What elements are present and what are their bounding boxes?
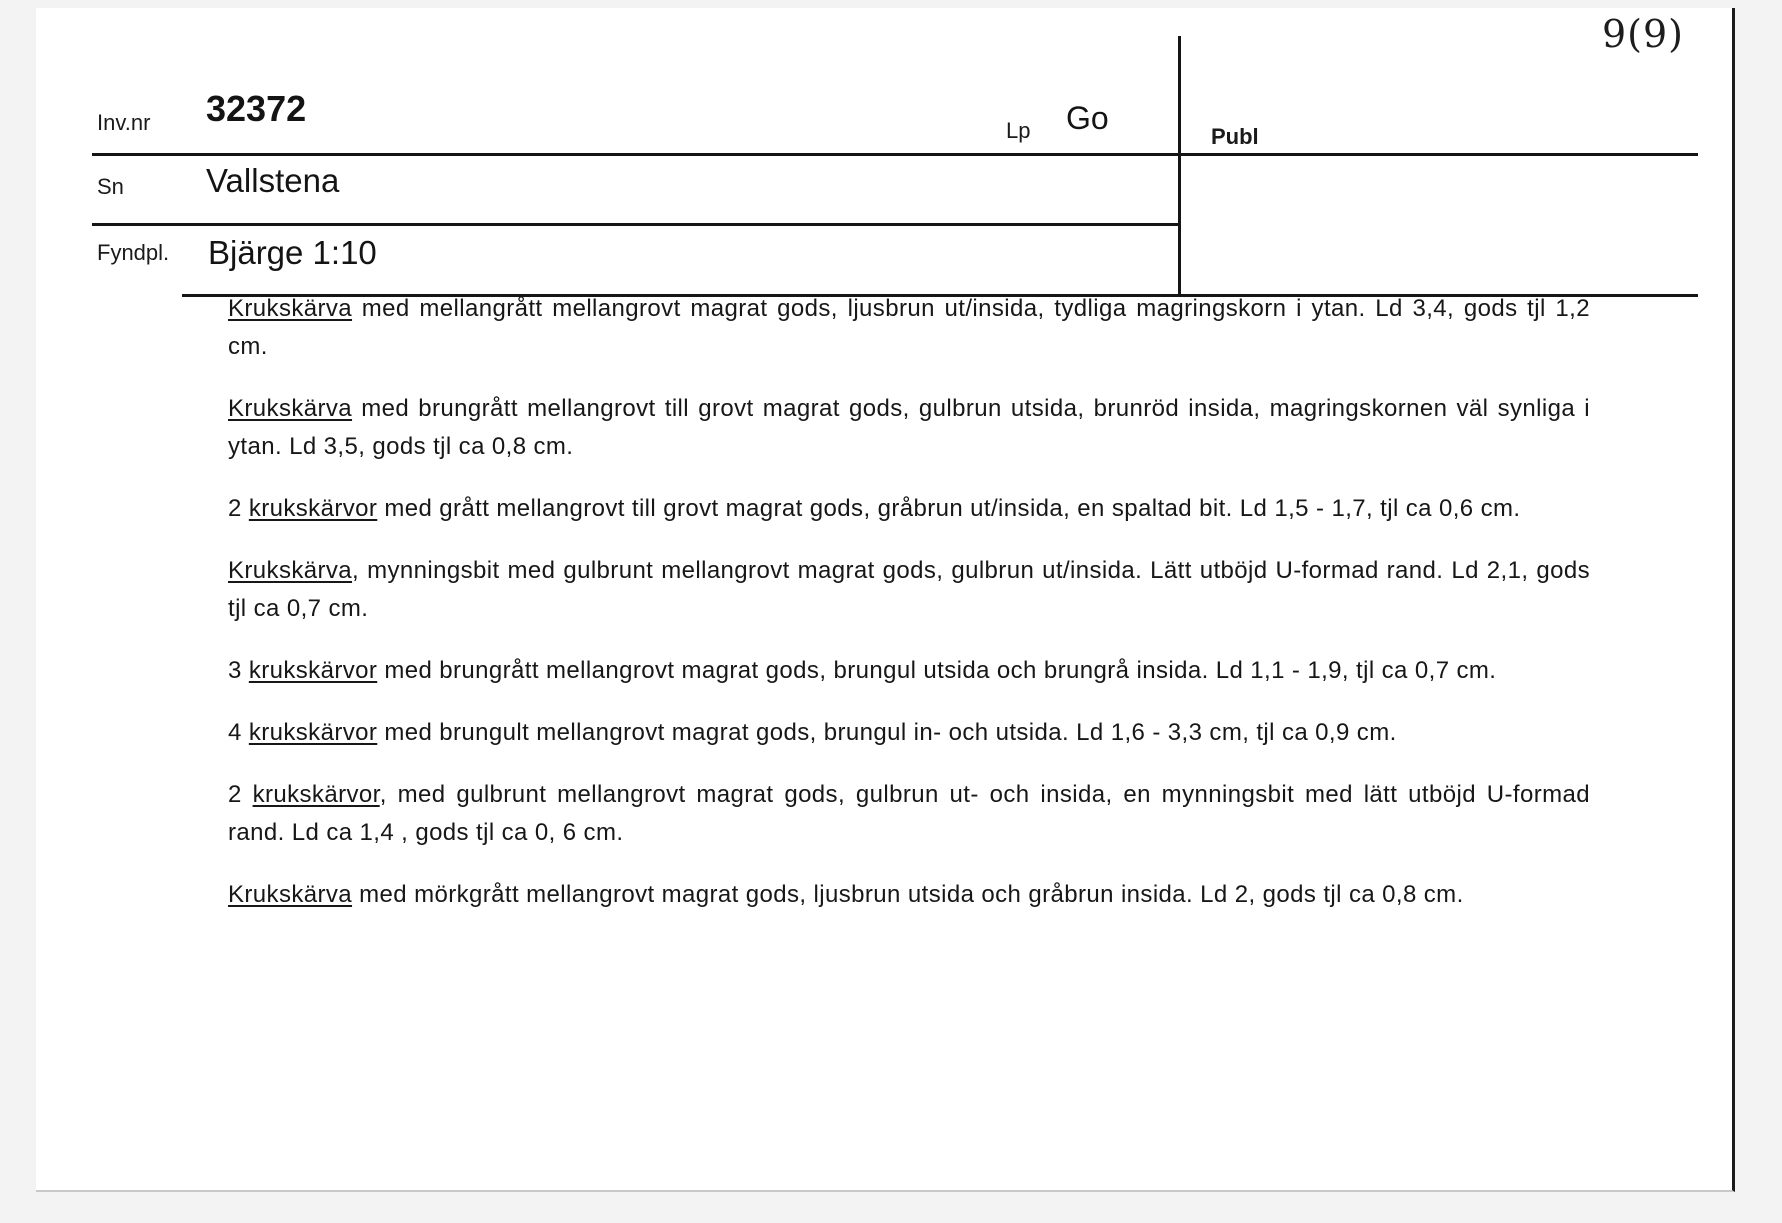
fyndpl-value: Bjärge 1:10: [208, 234, 377, 271]
fyndpl-label: Fyndpl.: [97, 240, 170, 265]
lp-value: Go: [1066, 100, 1109, 136]
entry-term: Krukskärva: [228, 557, 353, 584]
entry-6: [228, 714, 1590, 752]
entry-prefix: 4: [228, 719, 249, 746]
entry-prefix: 2: [228, 495, 249, 522]
entry-1: [228, 290, 1590, 366]
entry-text: , mynningsbit med gulbrunt mellangrovt magrat gods, gulbrun ut/insida. Lätt utböjd U-formad rand. Ld 2,1, gods tjl ca 0,7 cm.: [228, 557, 1590, 622]
page-number-handwritten: 9(9): [1602, 12, 1685, 56]
sn-label: Sn: [97, 174, 124, 199]
entry-text: med mörkgrått mellangrovt magrat gods, ljusbrun utsida och gråbrun insida. Ld 2, gods tjl ca 0,8 cm.: [352, 881, 1464, 908]
entry-7: [228, 776, 1590, 852]
entry-term: krukskärvor: [248, 495, 378, 522]
entry-4: [228, 552, 1590, 628]
entry-text: , med gulbrunt mellangrovt magrat gods, gulbrun ut- och insida, en mynningsbit med lätt utböjd U-formad rand. Ld ca 1,4 , gods tjl ca 0, 6 cm.: [228, 781, 1590, 846]
header-rule-1: [92, 153, 1698, 156]
entry-prefix: 2: [228, 781, 253, 808]
invnr-value: 32372: [206, 88, 307, 129]
entry-prefix: 3: [228, 657, 249, 684]
find-entries: [228, 290, 1590, 928]
entry-8: [228, 876, 1590, 914]
entry-term: Krukskärva: [228, 295, 353, 322]
publ-label: Publ: [1211, 124, 1259, 149]
entry-text: med brungult mellangrovt magrat gods, brungul in- och utsida. Ld 1,6 - 3,3 cm, tjl ca 0,9 cm.: [377, 719, 1397, 746]
entry-text: med mellangrått mellangrovt magrat gods, ljusbrun ut/insida, tydliga magringskorn i ytan. Ld 3,4, gods tjl 1,2 cm.: [228, 295, 1590, 360]
header-vertical-divider: [1178, 36, 1181, 296]
entry-2: [228, 390, 1590, 466]
entry-term: Krukskärva: [228, 395, 353, 422]
entry-5: [228, 652, 1590, 690]
entry-text: med grått mellangrovt till grovt magrat gods, gråbrun ut/insida, en spaltad bit. Ld 1,5 - 1,7, tjl ca 0,6 cm.: [377, 495, 1521, 522]
entry-term: krukskärvor: [248, 657, 378, 684]
entry-term: krukskärvor: [252, 781, 380, 808]
entry-term: krukskärvor: [248, 719, 378, 746]
sn-value: Vallstena: [206, 162, 340, 199]
entry-text: med brungrått mellangrovt magrat gods, brungul utsida och brungrå insida. Ld 1,1 - 1,9, tjl ca 0,7 cm.: [377, 657, 1497, 684]
lp-label: Lp: [1006, 118, 1031, 143]
invnr-label: Inv.nr: [97, 110, 151, 135]
header-rule-2: [92, 223, 1178, 226]
entry-term: Krukskärva: [228, 881, 353, 908]
entry-text: med brungrått mellangrovt till grovt magrat gods, gulbrun utsida, brunröd insida, magringskornen väl synliga i ytan. Ld 3,5, gods tjl ca 0,8 cm.: [228, 395, 1590, 460]
entry-3: [228, 490, 1590, 528]
